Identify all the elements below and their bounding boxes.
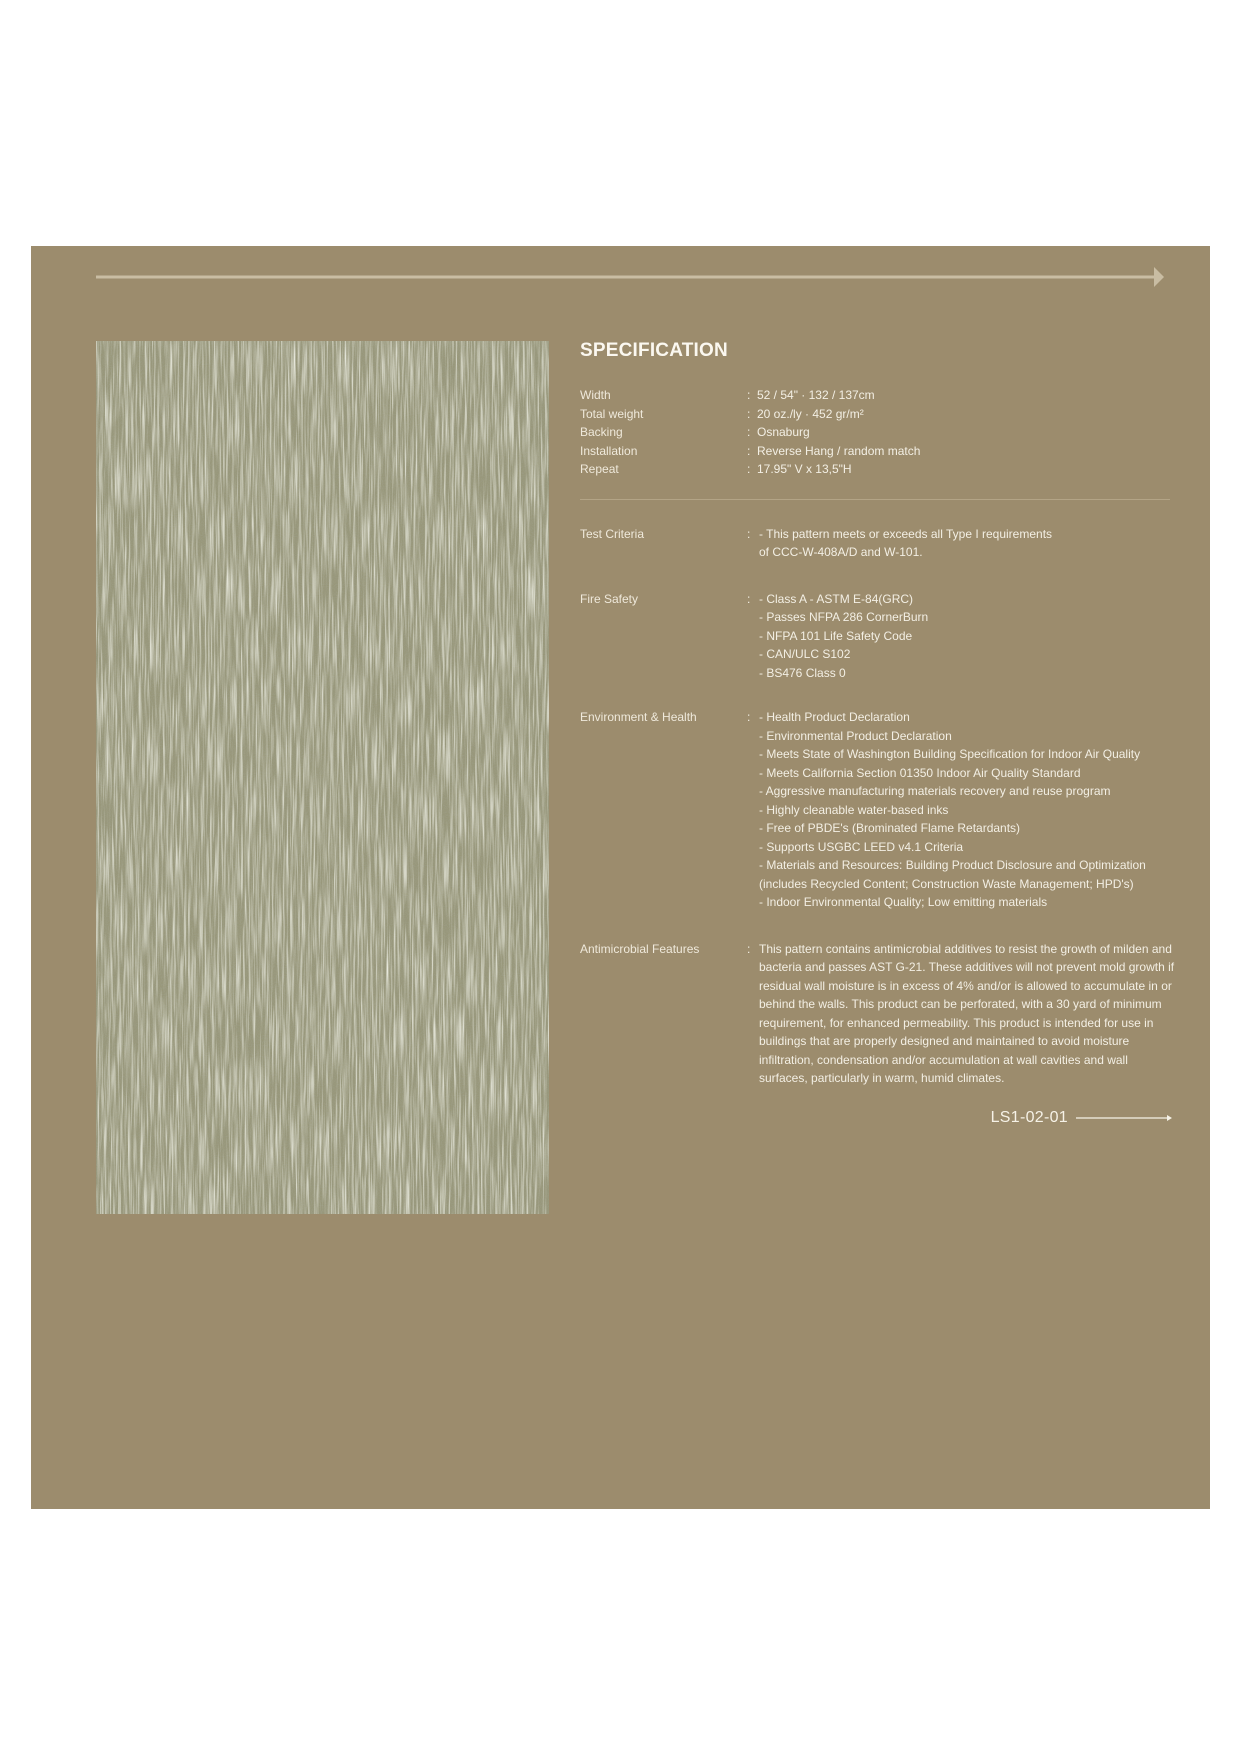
section-label: Antimicrobial Features <box>580 941 700 956</box>
arrow-right-icon <box>96 265 1166 289</box>
section-line: - Meets California Section 01350 Indoor Air Quality Standard <box>759 765 1081 780</box>
section-line: - Materials and Resources: Building Product Disclosure and Optimization <box>759 858 1146 872</box>
section-colon: : <box>747 941 751 956</box>
section-line: - Aggressive manufacturing materials recovery and reuse program <box>759 784 1111 798</box>
spec-colon: : <box>747 388 751 402</box>
section-line: - BS476 Class 0 <box>759 665 846 680</box>
section-divider <box>580 499 1170 500</box>
section-label: Fire Safety <box>580 591 639 606</box>
section-colon: : <box>747 591 751 606</box>
section-body <box>759 590 1179 683</box>
section-environment-health <box>580 708 1180 912</box>
spec-value: Reverse Hang / random match <box>757 443 921 458</box>
spec-row-total-weight <box>580 405 1180 424</box>
spec-label: Total weight <box>580 406 644 421</box>
wallcovering-swatch-image <box>96 341 549 1214</box>
spec-value: 17.95" V x 13,5"H <box>757 462 852 476</box>
basic-specs <box>580 386 1180 479</box>
section-line: - Environmental Product Declaration <box>759 728 952 743</box>
spec-row-installation <box>580 442 1180 461</box>
section-line: - Indoor Environmental Quality; Low emitting materials <box>759 895 1048 909</box>
spec-row-repeat <box>580 460 1180 479</box>
section-line: - Highly cleanable water-based inks <box>759 802 949 817</box>
specification-block <box>580 336 1180 1088</box>
section-body <box>759 525 1179 562</box>
product-code-footer <box>991 1109 1172 1127</box>
section-line: - Passes NFPA 286 CornerBurn <box>759 610 929 624</box>
section-line: - Health Product Declaration <box>759 710 910 724</box>
section-colon: : <box>747 710 751 724</box>
section-line: - NFPA 101 Life Safety Code <box>759 628 913 643</box>
section-line: - Supports USGBC LEED v4.1 Criteria <box>759 839 964 854</box>
spec-colon: : <box>747 406 751 421</box>
specification-title: SPECIFICATION <box>580 340 728 361</box>
spec-value: Osnaburg <box>757 425 810 439</box>
spec-label: Width <box>580 388 611 402</box>
section-label: Environment & Health <box>580 710 697 724</box>
spec-row-backing <box>580 423 1180 442</box>
section-line: (includes Recycled Content; Construction Waste Management; HPD's) <box>759 876 1134 891</box>
section-label: Test Criteria <box>580 526 645 541</box>
product-code: LS1-02-01 <box>990 1109 1068 1126</box>
section-line: - Meets State of Washington Building Specification for Indoor Air Quality <box>759 747 1141 761</box>
section-line: - Free of PBDE's (Brominated Flame Retardants) <box>759 821 1021 835</box>
section-body <box>759 708 1179 912</box>
section-line: - CAN/ULC S102 <box>759 647 851 661</box>
section-paragraph: This pattern contains antimicrobial additives to resist the growth of milden and bacteria and passes AST G-21. These additives will not prevent mold growth if residual wall moisture is in excess of 4% and/or is allowed to accumulate in or behind the walls. This product can be perforated, with a 30 yard of minimum requirement, for enhanced permeability. This product is intended for use in buildings that are properly designed and maintained to avoid moisture infiltration, condensation and/or accumulation at wall cavities and wall surfaces, particularly in warm, humid climates. <box>759 941 1175 1085</box>
section-body <box>759 940 1179 1088</box>
section-fire-safety <box>580 590 1180 683</box>
spec-row-width <box>580 386 1180 405</box>
section-test-criteria <box>580 525 1180 562</box>
section-line: - Class A - ASTM E-84(GRC) <box>759 591 914 606</box>
section-colon: : <box>747 526 751 541</box>
section-antimicrobial <box>580 940 1180 1088</box>
spec-label: Installation <box>580 443 638 458</box>
spec-sheet-panel <box>31 246 1210 1509</box>
arrow-right-icon <box>1076 1113 1172 1123</box>
spec-value: 20 oz./ly · 452 gr/m² <box>757 406 864 421</box>
spec-colon: : <box>747 425 751 439</box>
section-line: of CCC-W-408A/D and W-101. <box>759 545 923 559</box>
spec-colon: : <box>747 443 751 458</box>
spec-colon: : <box>747 462 751 476</box>
spec-label: Backing <box>580 425 623 439</box>
spec-value: 52 / 54" · 132 / 137cm <box>757 388 875 402</box>
spec-label: Repeat <box>580 462 619 476</box>
section-line: - This pattern meets or exceeds all Type I requirements <box>759 526 1053 541</box>
